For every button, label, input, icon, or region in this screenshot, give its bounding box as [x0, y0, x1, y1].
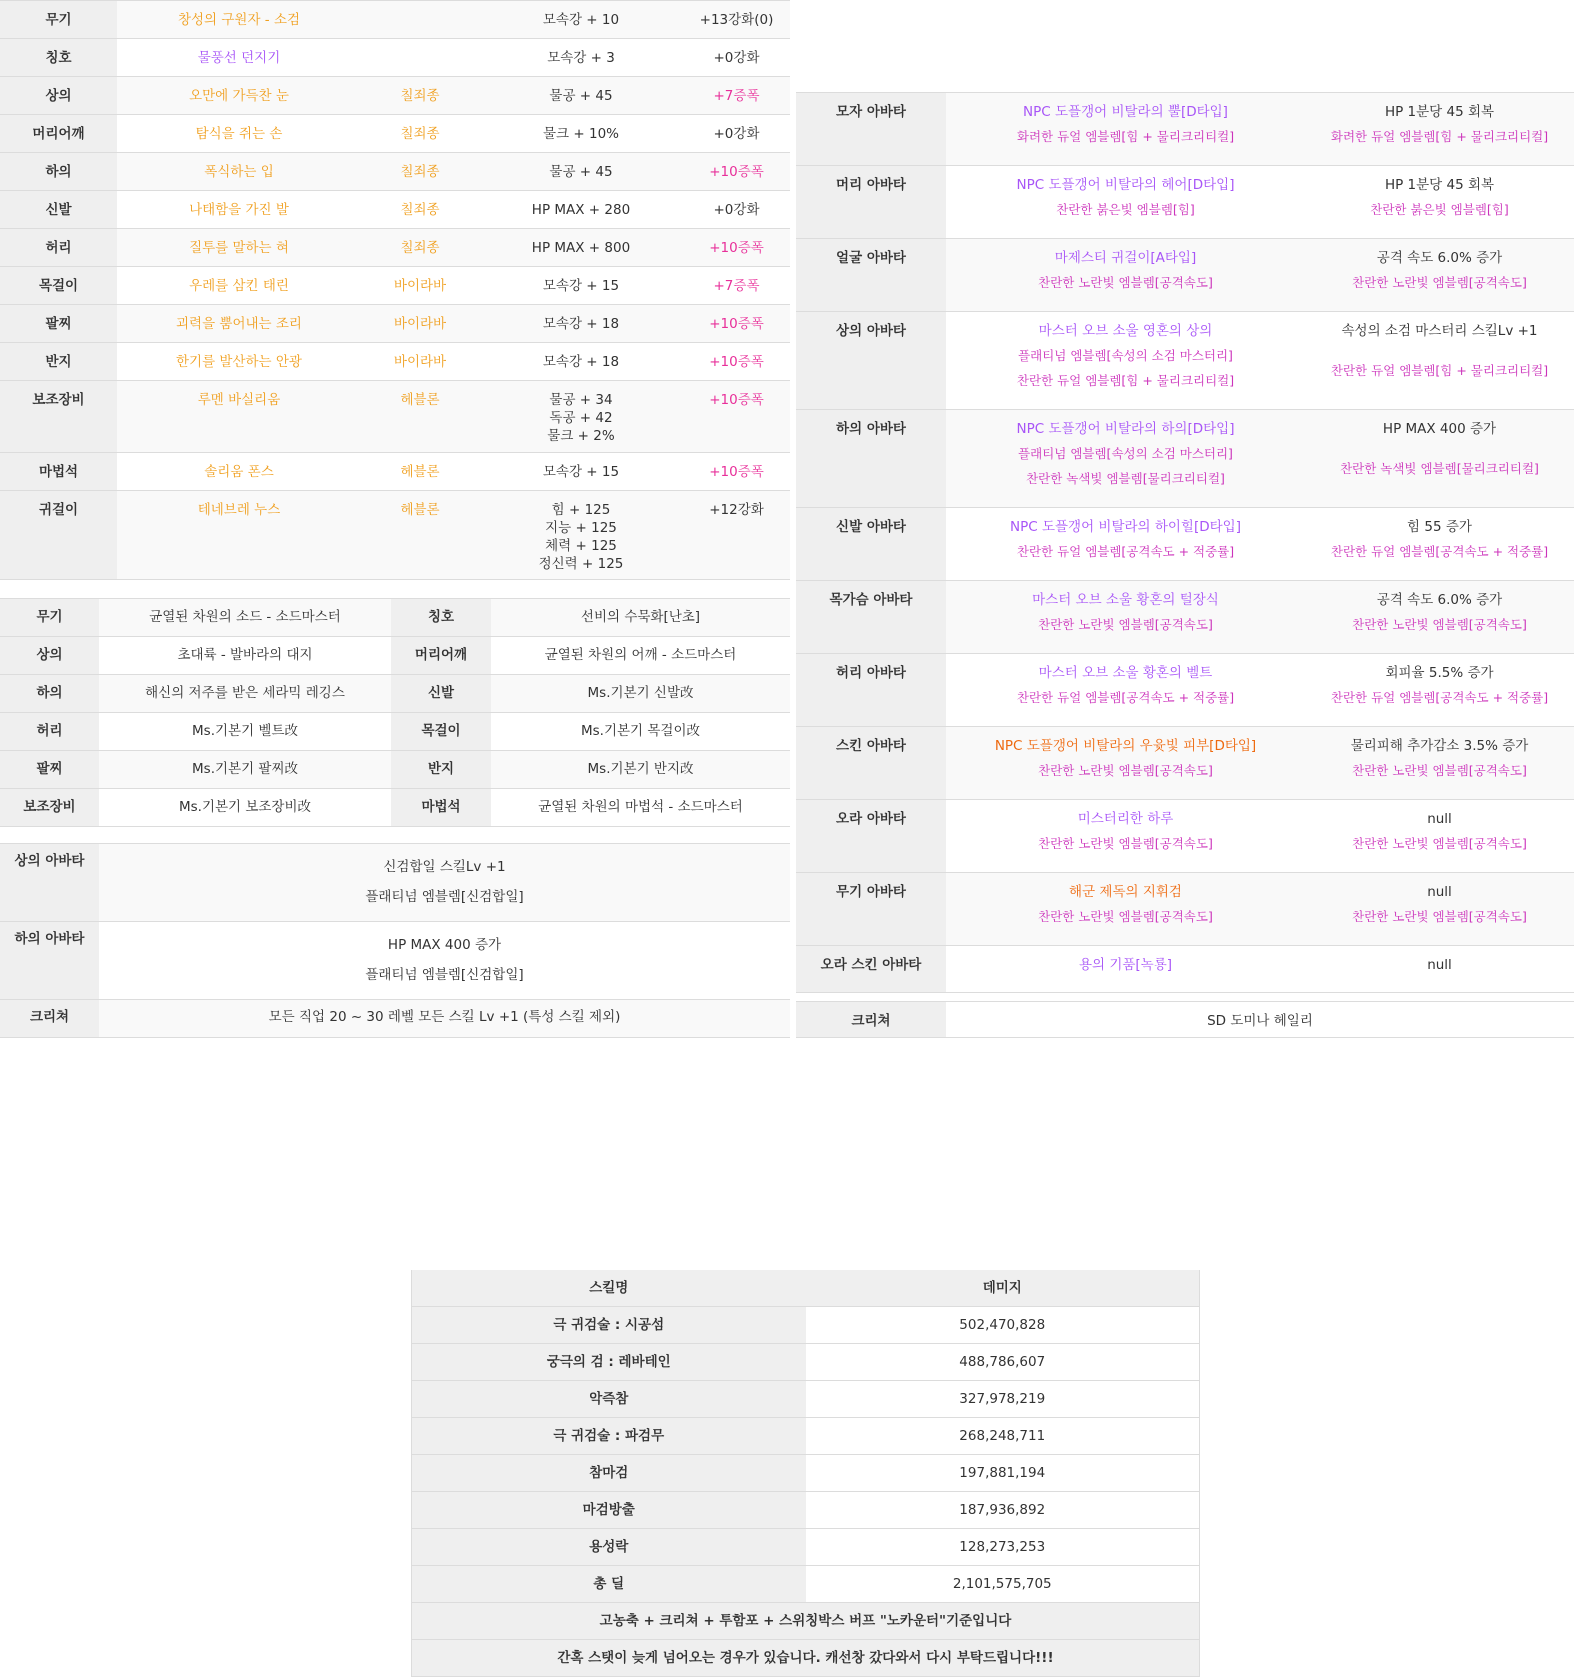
table-row	[0, 637, 790, 675]
table-row	[0, 844, 790, 922]
skill-name: 악즉참	[412, 1381, 806, 1418]
buff-item[interactable]: 균열된 차원의 소드 - 소드마스터	[99, 599, 391, 637]
avatar-option-text: null	[1427, 811, 1452, 827]
item-set	[361, 39, 479, 77]
table-row	[0, 343, 790, 381]
table-row	[796, 581, 1574, 654]
table-row	[0, 39, 790, 77]
creature-row	[0, 1000, 790, 1038]
item-upgrade: +0강화	[683, 115, 790, 153]
table-row	[796, 93, 1574, 166]
avatar-emblem: 찬란한 녹색빛 엠블렘[물리크리티컬]	[1026, 471, 1225, 486]
buff-item[interactable]: 초대륙 - 발바라의 대지	[99, 637, 391, 675]
item-upgrade: +7증폭	[683, 77, 790, 115]
item-name[interactable]: 물풍선 던지기	[117, 39, 361, 77]
table-row	[0, 675, 790, 713]
item-set: 헤블론	[361, 491, 479, 580]
stat-line: 모속강 + 18	[542, 316, 620, 332]
damage-header-row	[412, 1270, 1200, 1307]
item-set: 칠죄종	[361, 229, 479, 267]
stat-line: 힘 + 125	[551, 502, 611, 518]
table-row	[0, 491, 790, 580]
avatar-name[interactable]: 마스터 오브 소울 황혼의 털장식	[1032, 592, 1219, 608]
item-upgrade: +10증폭	[683, 305, 790, 343]
avatar-item	[946, 239, 1305, 312]
stat-line: 모속강 + 15	[542, 278, 620, 294]
slot-label: 무기	[0, 1, 117, 39]
slot-label: 상의 아바타	[0, 844, 99, 922]
slot-label: 신발	[391, 675, 491, 713]
avatar-option-text: HP MAX 400 증가	[1382, 421, 1497, 437]
table-row	[412, 1344, 1200, 1381]
slot-label: 무기 아바타	[796, 873, 946, 946]
item-stat	[479, 305, 683, 343]
slot-label: 신발	[0, 191, 117, 229]
avatar-emblem: 찬란한 듀얼 엠블렘[공격속도 + 적중률]	[1330, 544, 1549, 559]
stat-line: 물공 + 34	[549, 392, 613, 408]
slot-label: 머리어깨	[0, 115, 117, 153]
table-row	[796, 166, 1574, 239]
avatar-emblem: 찬란한 노란빛 엠블렘[공격속도]	[1038, 909, 1213, 924]
table-row	[796, 654, 1574, 727]
avatar-item	[946, 873, 1305, 946]
table-row	[412, 1455, 1200, 1492]
avatar-item	[946, 654, 1305, 727]
skill-damage: 488,786,607	[806, 1344, 1200, 1381]
avatar-option-text: 공격 속도 6.0% 증가	[1376, 592, 1503, 608]
avatar-name[interactable]: NPC 도플갱어 비탈라의 하의[D타입]	[1016, 421, 1235, 437]
avatar-item	[946, 166, 1305, 239]
header-damage: 데미지	[806, 1270, 1200, 1307]
table-row	[0, 751, 790, 789]
avatar-option	[1305, 508, 1574, 581]
table-row	[796, 410, 1574, 508]
table-row	[796, 312, 1574, 410]
avatar-emblem: 찬란한 듀얼 엠블렘[힘 + 물리크리티컬]	[1016, 373, 1235, 388]
avatar-emblem: 찬란한 노란빛 엠블렘[공격속도]	[1352, 909, 1527, 924]
item-set: 칠죄종	[361, 77, 479, 115]
slot-label: 팔찌	[0, 305, 117, 343]
item-stat	[479, 77, 683, 115]
skill-name: 극 귀검술 : 파검무	[412, 1418, 806, 1455]
item-set: 바이라바	[361, 267, 479, 305]
avatar-emblem: 찬란한 녹색빛 엠블렘[물리크리티컬]	[1340, 461, 1539, 476]
slot-label: 하의 아바타	[0, 922, 99, 1000]
table-row	[796, 239, 1574, 312]
item-stat	[479, 491, 683, 580]
slot-label: 하의 아바타	[796, 410, 946, 508]
avatar-name[interactable]: NPC 도플갱어 비탈라의 뿔[D타입]	[1023, 104, 1228, 120]
creature-value: 모든 직업 20 ~ 30 레벨 모든 스킬 Lv +1 (특성 스킬 제외)	[99, 1000, 790, 1038]
avatar-option-text: HP 1분당 45 회복	[1384, 177, 1495, 193]
avatar-name[interactable]: 마스터 오브 소울 영혼의 상의	[1038, 323, 1213, 339]
slot-label: 크리쳐	[0, 1000, 99, 1038]
avatar-emblem: 화려한 듀얼 엠블렘[힘 + 물리크리티컬]	[1016, 129, 1235, 144]
skill-damage: 187,936,892	[806, 1492, 1200, 1529]
slot-label: 허리 아바타	[796, 654, 946, 727]
avatar-emblem: 찬란한 듀얼 엠블렘[공격속도 + 적중률]	[1330, 690, 1549, 705]
avatar-emblem: 찬란한 붉은빛 엠블렘[힘]	[1056, 202, 1195, 217]
buff-avatar-table	[0, 843, 790, 1038]
item-name[interactable]: 루멘 바실리움	[117, 381, 361, 453]
avatar-option-text: 물리피해 추가감소 3.5% 증가	[1350, 738, 1529, 754]
item-upgrade: +10증폭	[683, 343, 790, 381]
table-row	[412, 1381, 1200, 1418]
avatar-emblem: 찬란한 노란빛 엠블렘[공격속도]	[1352, 275, 1527, 290]
avatar-option-text: null	[1427, 957, 1452, 973]
avatar-emblem: 찬란한 듀얼 엠블렘[힘 + 물리크리티컬]	[1330, 363, 1549, 378]
buff-equipment-table	[0, 598, 790, 827]
skill-damage: 197,881,194	[806, 1455, 1200, 1492]
slot-label: 머리어깨	[391, 637, 491, 675]
avatar-option	[1305, 873, 1574, 946]
creature-value: SD 도미나 헤일리	[946, 1002, 1574, 1038]
avatar-emblem: 찬란한 붉은빛 엠블렘[힘]	[1370, 202, 1509, 217]
item-upgrade: +0강화	[683, 191, 790, 229]
table-row	[0, 453, 790, 491]
table-row	[412, 1307, 1200, 1344]
table-row	[0, 305, 790, 343]
avatar-emblem: 찬란한 노란빛 엠블렘[공격속도]	[1038, 763, 1213, 778]
note-row	[412, 1603, 1200, 1640]
slot-label: 반지	[391, 751, 491, 789]
avatar-name[interactable]: 용의 기품[녹룡]	[1078, 957, 1173, 973]
stat-line: 모속강 + 3	[547, 50, 615, 66]
table-row	[0, 599, 790, 637]
avatar-table	[796, 92, 1574, 993]
skill-name: 용성락	[412, 1529, 806, 1566]
avatar-item	[946, 312, 1305, 410]
avatar-name[interactable]: 마스터 오브 소울 황혼의 벨트	[1038, 665, 1213, 681]
slot-label: 보조장비	[0, 381, 117, 453]
avatar-item	[946, 410, 1305, 508]
table-row	[0, 115, 790, 153]
slot-label: 하의	[0, 675, 99, 713]
skill-name: 극 귀검술 : 시공섬	[412, 1307, 806, 1344]
header-skill: 스킬명	[412, 1270, 806, 1307]
buff-avatar-info	[99, 922, 790, 1000]
avatar-emblem: 화려한 듀얼 엠블렘[힘 + 물리크리티컬]	[1330, 129, 1549, 144]
avatar-option	[1305, 581, 1574, 654]
stat-line: 체력 + 125	[545, 538, 617, 554]
damage-note: 간혹 스탯이 늦게 넘어오는 경우가 있습니다. 캐선창 갔다와서 다시 부탁드립니다!!!	[412, 1640, 1200, 1677]
slot-label: 신발 아바타	[796, 508, 946, 581]
table-row	[796, 508, 1574, 581]
table-row	[412, 1492, 1200, 1529]
avatar-emblem: 찬란한 듀얼 엠블렘[공격속도 + 적중률]	[1016, 690, 1235, 705]
slot-label: 허리	[0, 713, 99, 751]
table-row	[0, 922, 790, 1000]
item-name[interactable]: 질투를 말하는 혀	[117, 229, 361, 267]
stat-line: 모속강 + 10	[542, 12, 620, 28]
item-stat	[479, 191, 683, 229]
avatar-emblem: 찬란한 노란빛 엠블렘[공격속도]	[1038, 275, 1213, 290]
buff-item[interactable]: 균열된 차원의 어깨 - 소드마스터	[491, 637, 790, 675]
avatar-name[interactable]: 미스터리한 하루	[1077, 811, 1174, 827]
damage-note: 고농축 + 크리쳐 + 투함포 + 스위칭박스 버프 "노카운터"기준입니다	[412, 1603, 1200, 1640]
avatar-option	[1305, 946, 1574, 993]
stat-line: HP MAX + 800	[531, 240, 631, 256]
buff-item[interactable]: Ms.기본기 보조장비改	[99, 789, 391, 827]
slot-label: 상의	[0, 637, 99, 675]
table-row	[0, 1, 790, 39]
item-upgrade: +10증폭	[683, 153, 790, 191]
item-name[interactable]: 솔리움 폰스	[117, 453, 361, 491]
avatar-option	[1305, 312, 1574, 410]
avatar-emblem: 플래티넘 엠블렘[신검합일]	[365, 967, 524, 983]
avatar-option	[1305, 166, 1574, 239]
slot-label: 머리 아바타	[796, 166, 946, 239]
avatar-option-text: 속성의 소검 마스터리 스킬Lv +1	[1341, 323, 1538, 339]
buff-item[interactable]: Ms.기본기 벨트改	[99, 713, 391, 751]
table-row	[0, 789, 790, 827]
item-upgrade: +0강화	[683, 39, 790, 77]
item-name[interactable]: 우레를 삼킨 태린	[117, 267, 361, 305]
avatar-item	[946, 581, 1305, 654]
slot-label: 오라 스킨 아바타	[796, 946, 946, 993]
slot-label: 하의	[0, 153, 117, 191]
stat-line: 물공 + 45	[549, 164, 613, 180]
avatar-option-text: HP 1분당 45 회복	[1384, 104, 1495, 120]
item-set: 칠죄종	[361, 153, 479, 191]
skill-name: 참마검	[412, 1455, 806, 1492]
skill-name: 궁극의 검 : 레바테인	[412, 1344, 806, 1381]
damage-table	[411, 1270, 1200, 1677]
slot-label: 무기	[0, 599, 99, 637]
item-stat	[479, 1, 683, 39]
table-row	[796, 727, 1574, 800]
item-stat	[479, 453, 683, 491]
table-row	[412, 1529, 1200, 1566]
slot-label: 스킨 아바타	[796, 727, 946, 800]
creature-table	[796, 1001, 1574, 1038]
spacer	[1305, 347, 1574, 355]
item-name[interactable]: 오만에 가득찬 눈	[117, 77, 361, 115]
stat-line: 독공 + 42	[549, 410, 613, 426]
avatar-option	[1305, 727, 1574, 800]
total-label: 총 딜	[412, 1566, 806, 1603]
table-row	[796, 873, 1574, 946]
buff-avatar-info	[99, 844, 790, 922]
avatar-item	[946, 508, 1305, 581]
table-row	[412, 1418, 1200, 1455]
item-upgrade: +12강화	[683, 491, 790, 580]
avatar-item	[946, 946, 1305, 993]
slot-label: 얼굴 아바타	[796, 239, 946, 312]
item-name[interactable]: 한기를 발산하는 안광	[117, 343, 361, 381]
skill-damage: 268,248,711	[806, 1418, 1200, 1455]
table-row	[0, 229, 790, 267]
avatar-name[interactable]: NPC 도플갱어 비탈라의 하이힐[D타입]	[1009, 519, 1241, 535]
spacer	[1305, 445, 1574, 453]
note-row	[412, 1640, 1200, 1677]
stat-line: HP MAX + 280	[531, 202, 631, 218]
buff-item[interactable]: 선비의 수묵화[난초]	[491, 599, 790, 637]
avatar-name[interactable]: NPC 도플갱어 비탈라의 우윳빛 피부[D타입]	[994, 738, 1257, 754]
skill-damage: 128,273,253	[806, 1529, 1200, 1566]
table-row	[0, 153, 790, 191]
avatar-emblem: 플래티넘 엠블렘[신검합일]	[365, 889, 524, 905]
avatar-option	[1305, 410, 1574, 508]
item-stat	[479, 381, 683, 453]
item-upgrade: +10증폭	[683, 381, 790, 453]
stat-line: 모속강 + 18	[542, 354, 620, 370]
avatar-option	[1305, 93, 1574, 166]
avatar-emblem-platinum: 플래티넘 엠블렘[속성의 소검 마스터리]	[1018, 348, 1233, 363]
buff-item[interactable]: 해신의 저주를 받은 세라믹 레깅스	[99, 675, 391, 713]
creature-row	[796, 1002, 1574, 1038]
buff-item[interactable]: Ms.기본기 목걸이改	[491, 713, 790, 751]
buff-item[interactable]: Ms.기본기 반지改	[491, 751, 790, 789]
avatar-option	[1305, 800, 1574, 873]
table-row	[0, 713, 790, 751]
slot-label: 반지	[0, 343, 117, 381]
slot-label: 허리	[0, 229, 117, 267]
skill-name: 마검방출	[412, 1492, 806, 1529]
slot-label: 마법석	[0, 453, 117, 491]
item-set: 바이라바	[361, 305, 479, 343]
skill-damage: 327,978,219	[806, 1381, 1200, 1418]
slot-label: 칭호	[391, 599, 491, 637]
table-row	[0, 381, 790, 453]
item-name[interactable]: 창성의 구원자 - 소검	[117, 1, 361, 39]
item-name[interactable]: 폭식하는 입	[117, 153, 361, 191]
item-set: 바이라바	[361, 343, 479, 381]
slot-label: 마법석	[391, 789, 491, 827]
avatar-option-text: 힘 55 증가	[1407, 519, 1472, 535]
avatar-option-text: null	[1427, 884, 1452, 900]
avatar-item	[946, 727, 1305, 800]
avatar-option: HP MAX 400 증가	[387, 937, 502, 953]
stat-line: 정신력 + 125	[538, 556, 624, 572]
item-stat	[479, 343, 683, 381]
item-set	[361, 1, 479, 39]
slot-label: 보조장비	[0, 789, 99, 827]
item-stat	[479, 229, 683, 267]
avatar-name[interactable]: 마제스티 귀걸이[A타입]	[1054, 250, 1197, 266]
stat-line: 모속강 + 15	[542, 464, 620, 480]
buff-item[interactable]: Ms.기본기 팔찌改	[99, 751, 391, 789]
table-row	[0, 267, 790, 305]
avatar-emblem: 찬란한 노란빛 엠블렘[공격속도]	[1352, 836, 1527, 851]
slot-label: 오라 아바타	[796, 800, 946, 873]
item-name[interactable]: 괴력을 뿜어내는 조리	[117, 305, 361, 343]
item-name[interactable]: 탐식을 쥐는 손	[117, 115, 361, 153]
table-row	[796, 800, 1574, 873]
item-set: 칠죄종	[361, 115, 479, 153]
avatar-emblem: 찬란한 노란빛 엠블렘[공격속도]	[1038, 617, 1213, 632]
avatar-name[interactable]: NPC 도플갱어 비탈라의 헤어[D타입]	[1016, 177, 1235, 193]
skill-damage: 502,470,828	[806, 1307, 1200, 1344]
slot-label: 상의	[0, 77, 117, 115]
item-upgrade: +10증폭	[683, 229, 790, 267]
equipment-table	[0, 0, 790, 580]
item-stat	[479, 153, 683, 191]
slot-label: 목가슴 아바타	[796, 581, 946, 654]
item-stat	[479, 267, 683, 305]
item-name[interactable]: 나태함을 가진 발	[117, 191, 361, 229]
total-row	[412, 1566, 1200, 1603]
avatar-option	[1305, 654, 1574, 727]
slot-label: 팔찌	[0, 751, 99, 789]
stat-line: 지능 + 125	[545, 520, 617, 536]
avatar-name[interactable]: 해군 제독의 지휘검	[1069, 884, 1182, 900]
item-set: 헤블론	[361, 381, 479, 453]
creature-label: 크리쳐	[796, 1002, 946, 1038]
total-value: 2,101,575,705	[806, 1566, 1200, 1603]
stat-line: 물공 + 45	[549, 88, 613, 104]
item-upgrade: +13강화(0)	[683, 1, 790, 39]
avatar-emblem: 찬란한 노란빛 엠블렘[공격속도]	[1038, 836, 1213, 851]
table-row	[0, 77, 790, 115]
slot-label: 상의 아바타	[796, 312, 946, 410]
item-upgrade: +7증폭	[683, 267, 790, 305]
item-stat	[479, 39, 683, 77]
slot-label: 모자 아바타	[796, 93, 946, 166]
table-row	[796, 946, 1574, 993]
avatar-emblem: 찬란한 노란빛 엠블렘[공격속도]	[1352, 617, 1527, 632]
stat-line: 물크 + 2%	[547, 428, 615, 444]
item-name[interactable]: 테네브레 누스	[117, 491, 361, 580]
item-set: 헤블론	[361, 453, 479, 491]
item-upgrade: +10증폭	[683, 453, 790, 491]
buff-item[interactable]: Ms.기본기 신발改	[491, 675, 790, 713]
avatar-option	[1305, 239, 1574, 312]
avatar-emblem-platinum: 플래티넘 엠블렘[속성의 소검 마스터리]	[1018, 446, 1233, 461]
avatar-option-text: 공격 속도 6.0% 증가	[1376, 250, 1503, 266]
avatar-emblem: 찬란한 듀얼 엠블렘[공격속도 + 적중률]	[1016, 544, 1235, 559]
avatar-emblem: 찬란한 노란빛 엠블렘[공격속도]	[1352, 763, 1527, 778]
slot-label: 목걸이	[0, 267, 117, 305]
slot-label: 목걸이	[391, 713, 491, 751]
stat-line: 물크 + 10%	[543, 126, 619, 142]
avatar-item	[946, 93, 1305, 166]
slot-label: 귀걸이	[0, 491, 117, 580]
avatar-option: 신검합일 스킬Lv +1	[383, 859, 506, 875]
table-row	[0, 191, 790, 229]
slot-label: 칭호	[0, 39, 117, 77]
item-stat	[479, 115, 683, 153]
avatar-item	[946, 800, 1305, 873]
item-set: 칠죄종	[361, 191, 479, 229]
buff-item[interactable]: 균열된 차원의 마법석 - 소드마스터	[491, 789, 790, 827]
avatar-option-text: 회피율 5.5% 증가	[1385, 665, 1494, 681]
